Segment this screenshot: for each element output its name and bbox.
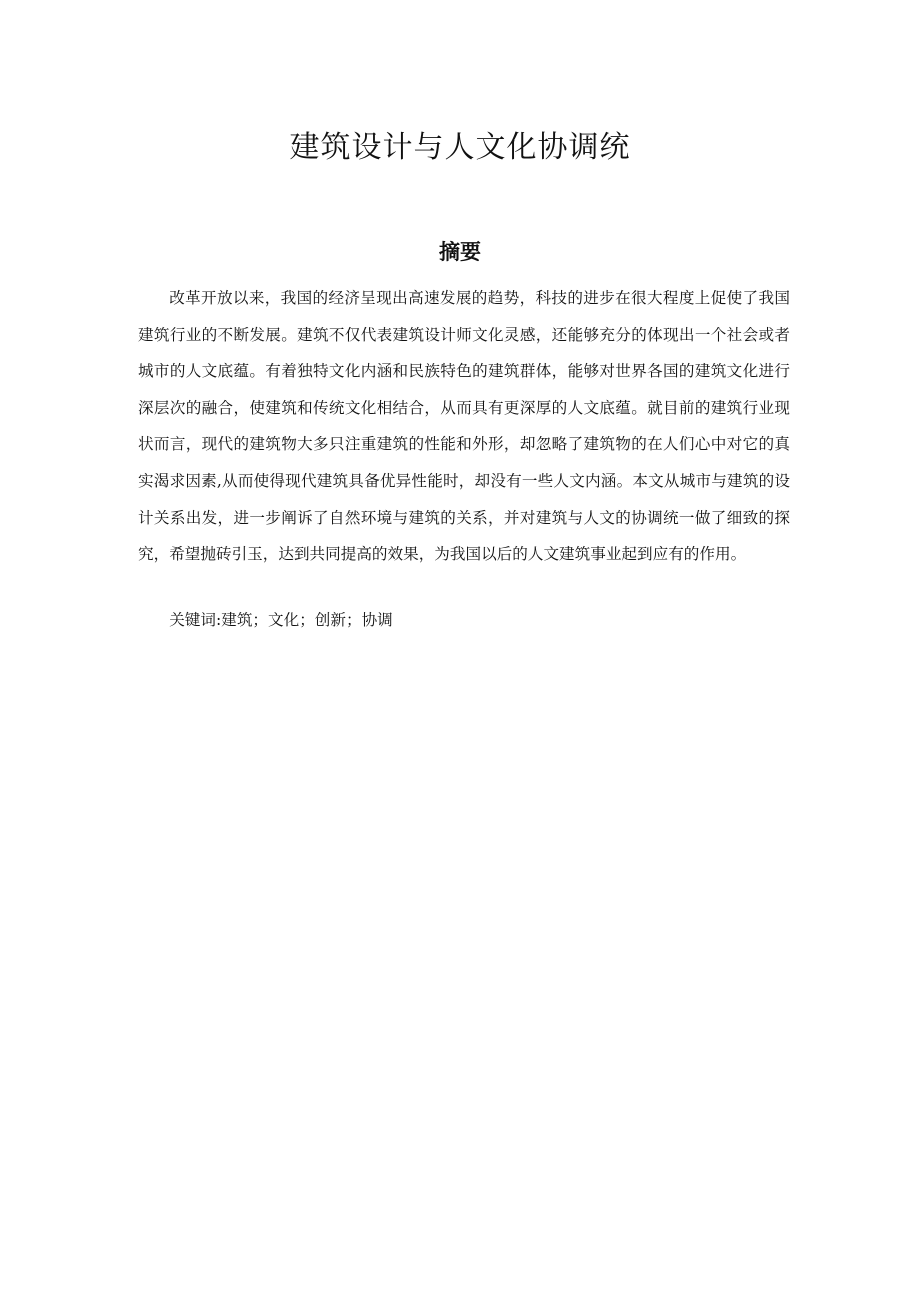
document-title: 建筑设计与人文化协调统 xyxy=(289,130,631,165)
abstract-paragraph: 改革开放以来，我国的经济呈现出高速发展的趋势，科技的进步在很大程度上促使了我国建筑行业的不断发展。建筑不仅代表建筑设计师文化灵感，还能够充分的体现出一个社会或者城市的人文底蕴。有着独特文化内涵和民族特色的建筑群体，能够对世界各国的建筑文化进行深层次的融合，使建筑和传统文化相结合，从而具有更深厚的人文底蕴。就目前的建筑行业现状而言，现代的建筑物大多只注重建筑的性能和外形，却忽略了建筑物的在人们心中对它的真实渴求因素,从而使得现代建筑具备优异性能时，却没有一些人文内涵。本文从城市与建筑的设计关系出发，进一步阐诉了自然环境与建筑的关系，并对建筑与人文的协调统一做了细致的探究，希望抛砖引玉，达到共同提高的效果，为我国以后的人文建筑事业起到应有的作用。 xyxy=(138,289,790,564)
keywords-line: 关键词:建筑；文化；创新；协调 xyxy=(169,611,393,629)
abstract-heading: 摘要 xyxy=(439,240,481,264)
